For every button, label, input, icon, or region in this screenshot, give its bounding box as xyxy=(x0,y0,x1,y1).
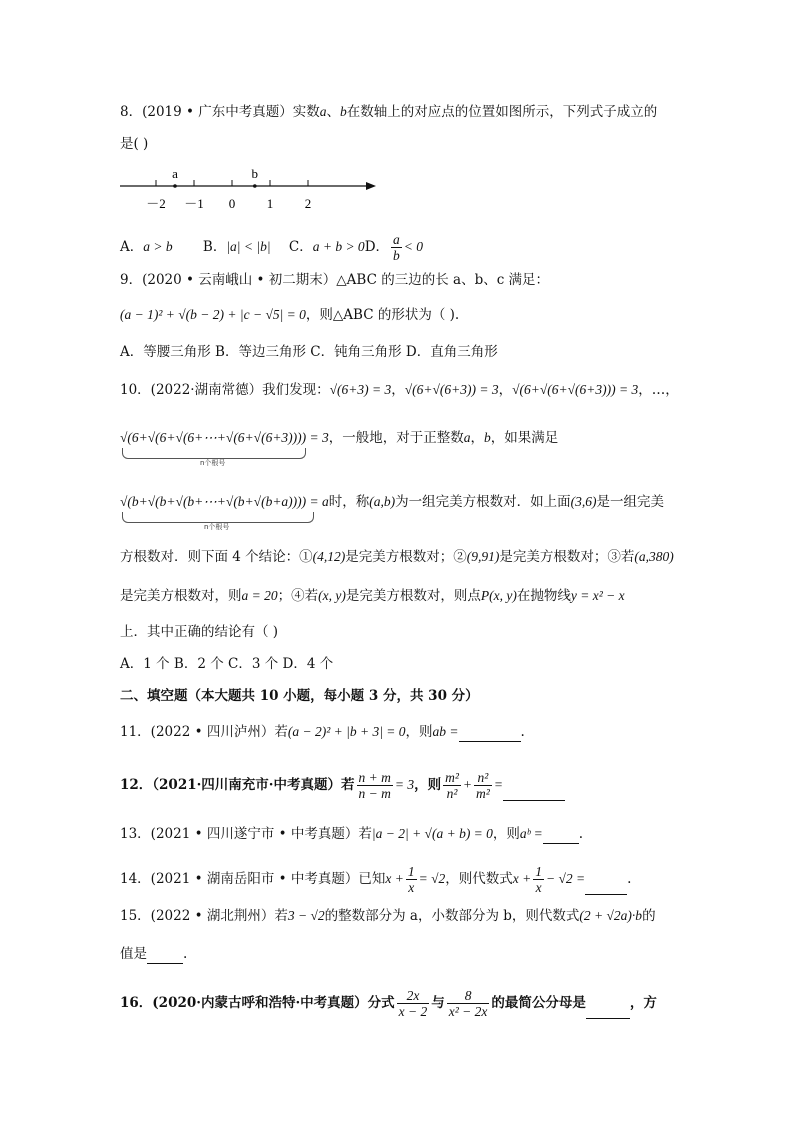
q15-line2: 值是 . xyxy=(120,946,188,962)
q12: 12．（2021·四川南充市·中考真题）若 $\frac{n + m}{n - m}$ = 3，则 $\frac{\text{m²}}{\text{n²}}$ + $\frac{\text{n²}}{\text{m²}}$ = xyxy=(120,770,565,801)
q16-answer-blank xyxy=(586,1002,630,1019)
q14: 14．(2021 • 湖南岳阳市 • 中考真题）已知x + $\frac{1}{x}$ = √2，则代数式x + $\frac{1}{x}$ − √2 = . xyxy=(120,864,632,895)
q10-general-identity-1: √(6+√(6+√(6+⋯+√(6+√(6+3)))) = 3 xyxy=(120,430,329,445)
q8-option-d-fraction: $\frac{a}{b}$ xyxy=(393,232,400,263)
number-line-point-label-a: a xyxy=(172,166,178,181)
q10-line2: √(6+√(6+√(6+⋯+√(6+√(6+3)))) = 3，一般地，对于正整数a，b，如果满足 xyxy=(120,430,559,446)
q9-equation: (a − 1)² + √(b − 2) + |c − √5| = 0 xyxy=(120,307,306,322)
q10-brace-label-2: n个根号 xyxy=(204,523,230,531)
q8-option-c: a + b > 0 xyxy=(312,239,365,254)
q10-example-3: √(6+√(6+√(6+3))) = 3 xyxy=(512,382,639,397)
q10-line3: √(b+√(b+√(b+⋯+√(b+√(b+a)))) = a时，称(a,b)为一组完美方根数对．如上面(3,6)是一组完美 xyxy=(120,494,665,510)
number-line-tick-label: 2 xyxy=(304,196,312,211)
q8-line2: 是( ) xyxy=(120,136,149,152)
q11: 11．(2022 • 四川泸州）若(a − 2)² + |b + 3| = 0，则ab = . xyxy=(120,724,525,740)
q10-line5: 是完美方根数对，则a = 20；④若(x, y)是完美方根数对，则点P(x, y)在抛物线y = x² − x xyxy=(120,588,625,604)
q8-option-b: |a| < |b| xyxy=(226,239,271,254)
number-line-tick-label: 0 xyxy=(228,196,236,211)
q8-options: A．a > b B．|a| < |b| C．a + b > 0D． $\frac{a}{b}$ < 0 xyxy=(120,232,424,263)
q9-line1: 9．(2020 • 云南峨山 • 初二期末）△ABC 的三边的长 a、b、c 满足： xyxy=(120,272,550,288)
number-line-point-b xyxy=(253,184,257,188)
q13: 13．(2021 • 四川遂宁市 • 中考真题）若|a − 2| + √(a + b) = 0，则aᵇ = . xyxy=(120,826,584,842)
q10-general-identity-2: √(b+√(b+√(b+⋯+√(b+√(b+a)))) = a xyxy=(120,494,329,509)
q13-answer-blank xyxy=(543,827,579,844)
q10-brace-label-1: n个根号 xyxy=(200,459,226,467)
q9-line2: (a − 1)² + √(b − 2) + |c − √5| = 0，则△ABC 的形状为（ ). xyxy=(120,307,460,323)
q10-options: A．1 个 B．2 个 C．3 个 D．4 个 xyxy=(120,656,334,672)
q10-line4: 方根数对．则下面 4 个结论：①(4,12)是完美方根数对；②(9,91)是完美方根数对；③若(a,380) xyxy=(120,549,674,565)
q15-line1: 15．(2022 • 湖北荆州）若3 − √2的整数部分为 a，小数部分为 b，则代数式(2 + √2a)·b的 xyxy=(120,908,656,924)
q8-line1: 8．(2019 • 广东中考真题）实数a、b在数轴上的对应点的位置如图所示，下列式子成立的 xyxy=(120,104,658,120)
var-a: a xyxy=(319,104,327,119)
number-line-point-label-b: b xyxy=(251,166,259,181)
q12-answer-blank xyxy=(503,784,565,801)
q15-answer-blank xyxy=(147,947,183,964)
section-2-title: 二、填空题（本大题共 10 小题，每小题 3 分，共 30 分） xyxy=(120,688,479,704)
number-line-point-a xyxy=(173,184,177,188)
q10-example-2: √(6+√(6+3)) = 3 xyxy=(404,382,499,397)
number-line-tick-label: －1 xyxy=(184,196,204,211)
q14-answer-blank xyxy=(585,878,627,895)
q10-line1: 10．(2022·湖南常德）我们发现：√(6+3) = 3，√(6+√(6+3)) = 3，√(6+√(6+√(6+3))) = 3，…， xyxy=(120,382,679,398)
number-line-tick-label: －2 xyxy=(146,196,166,211)
q8-option-a: a > b xyxy=(143,239,173,254)
q10-line6: 上．其中正确的结论有（ ) xyxy=(120,624,279,640)
number-line-tick-label: 1 xyxy=(266,196,274,211)
q9-options: A．等腰三角形 B．等边三角形 C．钝角三角形 D．直角三角形 xyxy=(120,344,498,360)
q11-answer-blank xyxy=(459,725,521,742)
var-b: b xyxy=(340,104,347,119)
number-line xyxy=(118,162,388,212)
q16: 16．(2020·内蒙古呼和浩特·中考真题）分式 $\frac{2x}{x - 2}$ 与 $\frac{8}{\text{x² − 2x}}$ 的最简公分母是 ，方 xyxy=(120,988,657,1019)
q10-example-1: √(6+3) = 3 xyxy=(329,382,392,397)
